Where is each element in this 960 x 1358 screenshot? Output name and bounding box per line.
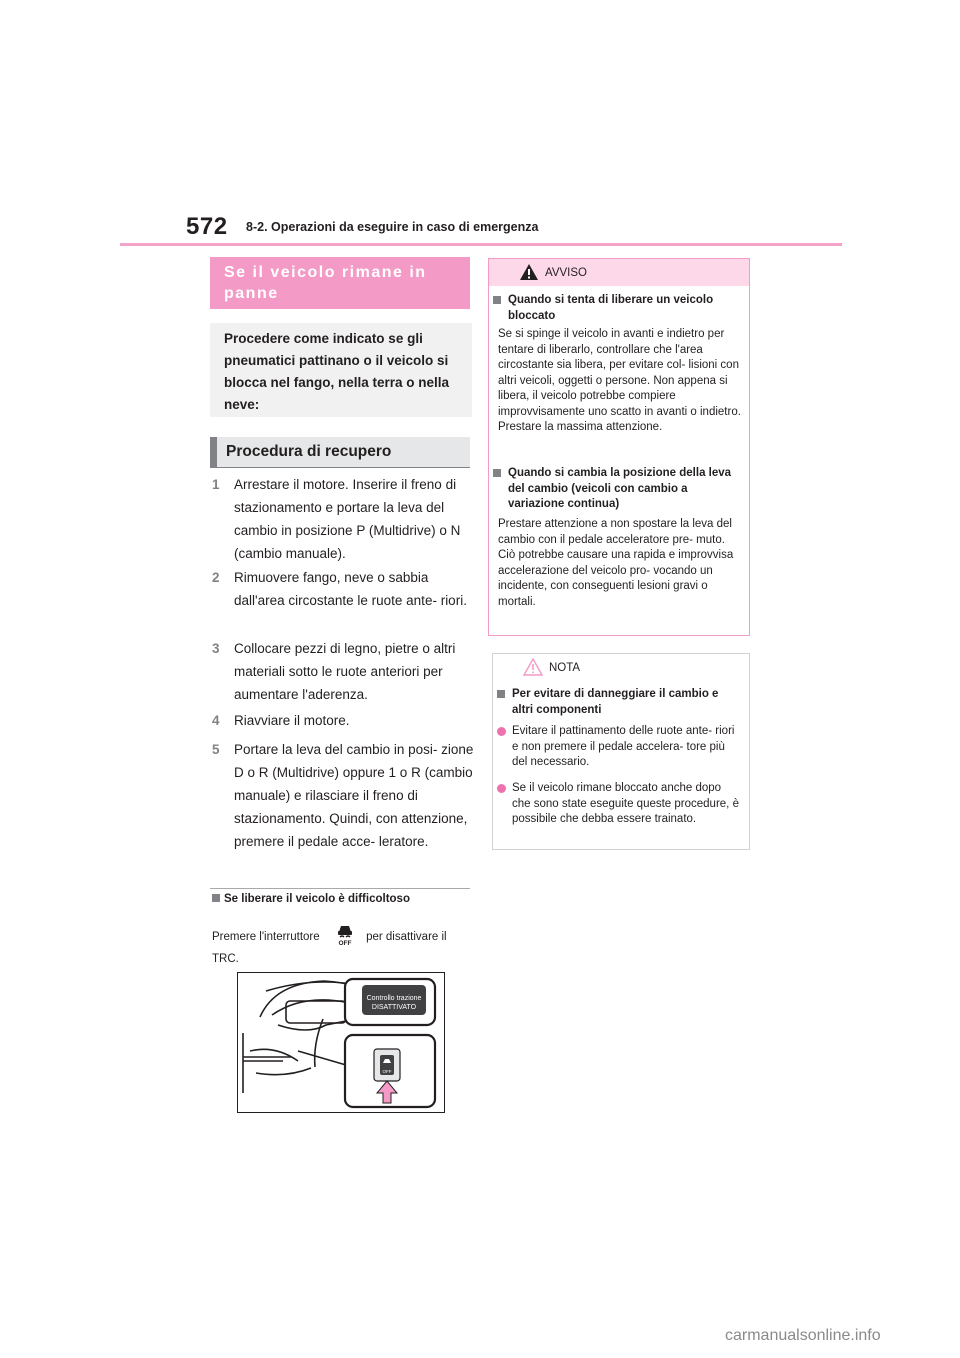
step-text: Arrestare il motore. Inserire il freno di stazionamento e portare la leva del cambio in posizione P (Multidrive) o N (cambio manuale). bbox=[234, 477, 461, 561]
warning-section-1-heading: Quando si tenta di liberare un veicolo bloccato bbox=[493, 293, 738, 324]
step-2 bbox=[212, 566, 474, 636]
note-header bbox=[493, 654, 749, 681]
square-bullet-icon bbox=[212, 894, 220, 902]
warning-header bbox=[489, 259, 749, 286]
display-message-line-2: DISATTIVATO bbox=[371, 1004, 417, 1011]
header-divider bbox=[120, 243, 842, 246]
tip-divider bbox=[210, 888, 470, 889]
tip-text: Premere l'interruttore OFF per disattivare il TRC. bbox=[212, 920, 474, 970]
square-bullet-icon bbox=[497, 690, 505, 698]
display-message-line-1: Controllo trazione bbox=[366, 995, 422, 1002]
step-5 bbox=[212, 738, 474, 878]
trc-button-label: OFF bbox=[382, 1069, 392, 1074]
step-4 bbox=[212, 709, 474, 733]
warning-section-1-text: Se si spinge il veicolo in avanti e indietro per tentare di liberarlo, controllare che l'area circostante sia libera, per evitare col- lisioni con altri veicoli, oggetti o persone. Non appena si libera, il veicolo potrebbe compiere improvvisamente uno scatto in avanti o indietro. Prestare la massima attenzione. bbox=[498, 328, 741, 433]
warning-box bbox=[488, 258, 750, 636]
step-1 bbox=[212, 473, 474, 565]
note-bullet-1: Evitare il pattinamento delle ruote ante- riori e non premere il pedale accelera- tore più del necessario. bbox=[497, 724, 742, 771]
tip-heading: Se liberare il veicolo è difficoltoso bbox=[212, 893, 410, 905]
caution-triangle-icon bbox=[523, 658, 543, 676]
page-number: 572 bbox=[186, 213, 228, 240]
warning-section-2-text: Prestare attenzione a non spostare la leva del cambio con il pedale acceleratore pre- muto. Ciò potrebbe causare una rapida e improvvisa accelerazione del veicolo pro- vocando un incidente, con conseguenti lesioni gravi o mortali. bbox=[498, 518, 734, 608]
round-bullet-icon bbox=[497, 727, 506, 736]
round-bullet-icon bbox=[497, 784, 506, 793]
step-text: Collocare pezzi di legno, pietre o altri materiali sotto le ruote anteriori per aumentare l'aderenza. bbox=[234, 641, 456, 702]
note-heading: Per evitare di danneggiare il cambio e altri componenti bbox=[497, 687, 742, 718]
dashboard-illustration bbox=[237, 972, 445, 1113]
trc-off-icon bbox=[331, 920, 359, 946]
note-bullet-2: Se il veicolo rimane bloccato anche dopo che sono state eseguite queste procedure, è possibile che debba essere trainato. bbox=[497, 781, 742, 828]
step-number: 2 bbox=[212, 570, 220, 585]
step-number: 3 bbox=[212, 641, 220, 656]
procedure-heading: Procedura di recupero bbox=[210, 437, 470, 467]
step-text: Portare la leva del cambio in posi- zione D o R (Multidrive) oppure 1 o R (cambio manuale) e rilasciare il freno di stazionamento. Quindi, con attenzione, premere il pedale acce- leratore. bbox=[234, 742, 474, 849]
intro-text: Procedere come indicato se gli pneumatici pattinano o il veicolo si blocca nel fango, nella terra o nella neve: bbox=[210, 323, 472, 417]
procedure-divider bbox=[210, 467, 470, 468]
square-bullet-icon bbox=[493, 296, 501, 304]
steering-wheel-illustration bbox=[238, 973, 444, 1112]
step-number: 5 bbox=[212, 742, 220, 757]
warning-triangle-icon bbox=[519, 263, 539, 281]
footer-watermark: carmanualsonline.info bbox=[725, 1327, 881, 1344]
step-3 bbox=[212, 637, 474, 707]
step-text: Riavviare il motore. bbox=[234, 713, 350, 728]
note-box bbox=[492, 653, 750, 850]
step-number: 4 bbox=[212, 713, 220, 728]
step-text: Rimuovere fango, neve o sabbia dall'area circostante le ruote ante- riori. bbox=[234, 570, 467, 608]
section-heading: 8-2. Operazioni da eseguire in caso di emergenza bbox=[246, 220, 539, 234]
square-bullet-icon bbox=[493, 469, 501, 477]
svg-text:OFF: OFF bbox=[338, 940, 352, 946]
warning-title: AVVISO bbox=[545, 267, 587, 279]
topic-title: Se il veicolo rimane in panne bbox=[210, 257, 470, 309]
warning-section-2-heading: Quando si cambia la posizione della leva del cambio (veicoli con cambio a variazione continua) bbox=[493, 466, 738, 513]
note-title: NOTA bbox=[549, 662, 581, 674]
step-number: 1 bbox=[212, 477, 220, 492]
